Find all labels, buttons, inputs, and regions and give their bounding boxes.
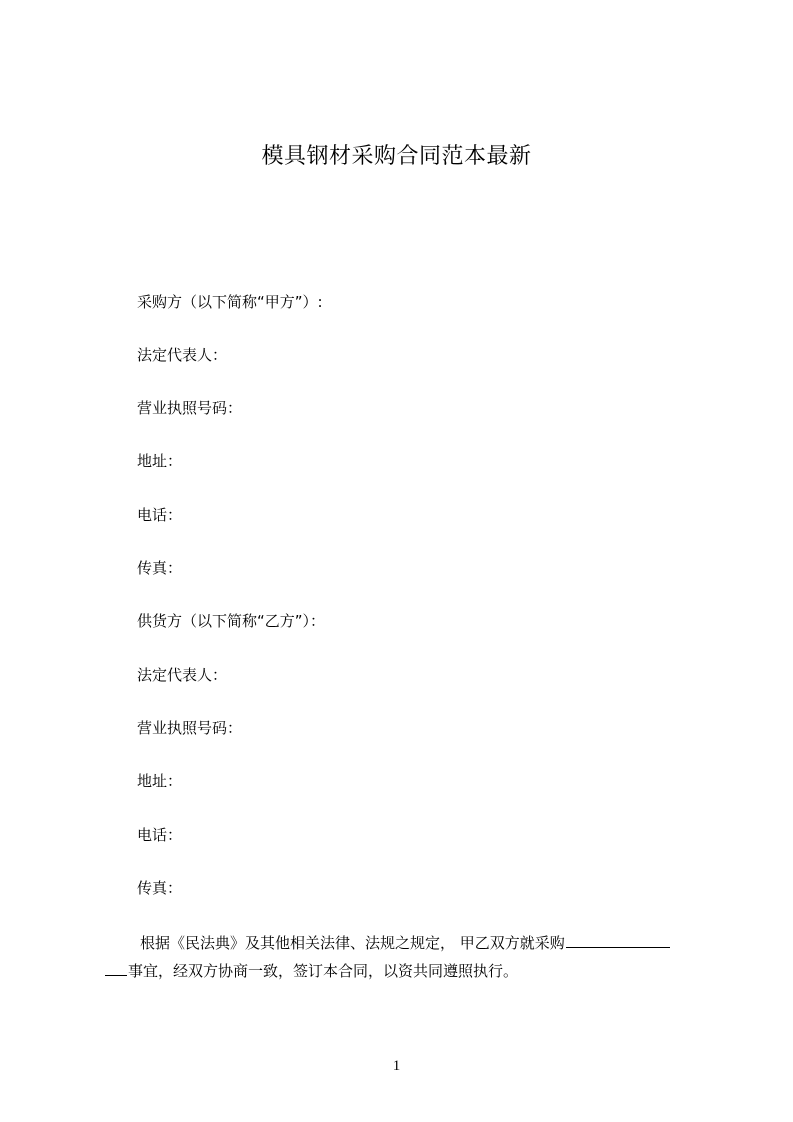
page-number: 1 xyxy=(392,1058,401,1074)
paragraph-text-2: 事宜，经双方协商一致，签订本合同，以资共同遵照执行。 xyxy=(128,962,519,980)
paragraph-text-1: 根据《民法典》及其他相关法律、法规之规定， 甲乙双方就采购 xyxy=(140,934,565,952)
supplier-heading: 供货方（以下简称“乙方”）： xyxy=(137,612,326,630)
fill-in-blank-underline-continued xyxy=(105,960,127,976)
buyer-phone: 电话： xyxy=(137,506,183,524)
buyer-legal-representative: 法定代表人： xyxy=(137,346,228,364)
contract-paragraph-line-1 xyxy=(140,932,670,953)
document-title: 模具钢材采购合同范本最新 xyxy=(261,144,532,169)
supplier-address: 地址： xyxy=(137,772,183,790)
buyer-heading: 采购方（以下简称“甲方”）: xyxy=(137,293,323,311)
buyer-address: 地址： xyxy=(137,452,183,470)
supplier-fax: 传真： xyxy=(137,879,183,897)
supplier-business-license-number: 营业执照号码： xyxy=(137,719,243,737)
supplier-legal-representative: 法定代表人： xyxy=(137,666,228,684)
buyer-business-license-number: 营业执照号码： xyxy=(137,399,243,417)
contract-paragraph-line-2 xyxy=(105,960,518,981)
supplier-phone: 电话： xyxy=(137,826,183,844)
buyer-fax: 传真： xyxy=(137,559,183,577)
fill-in-blank-underline xyxy=(566,932,670,948)
